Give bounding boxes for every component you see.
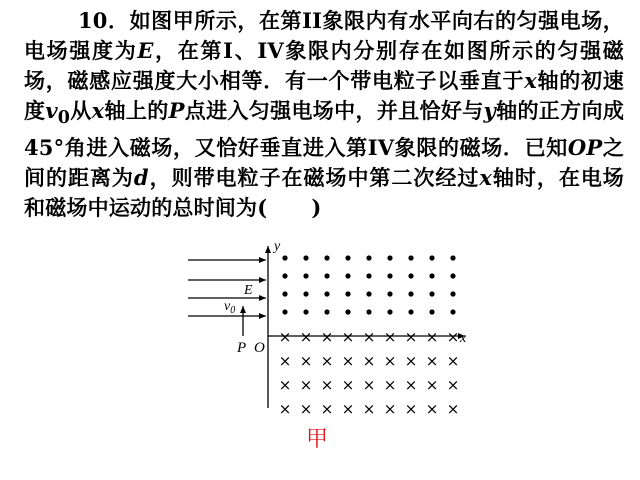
- field-dot: [408, 309, 413, 314]
- field-dot: [366, 273, 371, 278]
- symbol-v-subscript: 0: [57, 108, 71, 129]
- text-segment: 轴时，在电场和磁场中运动的总时间为: [24, 165, 624, 221]
- symbol-x: x: [479, 165, 493, 191]
- figure-caption: 甲: [306, 427, 329, 452]
- field-dot: [366, 255, 371, 260]
- field-cross: ×: [404, 400, 418, 418]
- field-cross: ×: [425, 376, 439, 394]
- text-segment: 轴上的: [104, 98, 169, 123]
- field-dot: [366, 309, 371, 314]
- field-cross: ×: [320, 376, 334, 394]
- field-dot: [324, 291, 329, 296]
- field-cross: ×: [404, 352, 418, 370]
- field-cross: ×: [383, 352, 397, 370]
- field-cross: ×: [341, 400, 355, 418]
- point-p-label: P: [237, 340, 247, 356]
- field-dot: [282, 309, 287, 314]
- problem-text: [24, 6, 624, 223]
- magnetic-field-out-dots: [282, 255, 455, 314]
- field-dot: [324, 255, 329, 260]
- text-segment: ，在第: [153, 38, 224, 63]
- field-dot: [345, 291, 350, 296]
- field-cross: ×: [299, 400, 313, 418]
- field-cross: ×: [299, 376, 313, 394]
- field-cross: ×: [383, 400, 397, 418]
- field-cross: ×: [446, 376, 460, 394]
- field-diagram: [180, 238, 480, 422]
- symbol-x: x: [91, 98, 105, 123]
- text-segment: 象限内分别存在如图所示的匀强磁场，磁感应强度大小相等．有一个带电粒子以垂直于: [24, 38, 624, 93]
- text-segment: 角进入磁场，又恰好垂直进入第: [64, 135, 368, 161]
- symbol-d: d: [133, 165, 149, 191]
- field-dot: [303, 309, 308, 314]
- field-cross: ×: [362, 376, 376, 394]
- field-cross: ×: [383, 328, 397, 346]
- field-dot: [450, 273, 455, 278]
- problem-paragraph: [24, 6, 624, 223]
- symbol-e: E: [137, 38, 154, 63]
- field-dot: [303, 273, 308, 278]
- field-dot: [324, 273, 329, 278]
- text-segment: 如图甲所示，在第: [129, 8, 303, 33]
- text-segment: 象限内有水平向右的匀强电场，电场强度为: [24, 8, 625, 63]
- problem-number: 10: [78, 8, 108, 33]
- field-cross: ×: [341, 376, 355, 394]
- v0-subscript: 0: [230, 305, 236, 316]
- y-axis-label: y: [274, 239, 281, 254]
- field-dot: [345, 273, 350, 278]
- field-cross: ×: [278, 376, 292, 394]
- field-dot: [387, 291, 392, 296]
- field-dot: [303, 255, 308, 260]
- field-cross: ×: [425, 400, 439, 418]
- text-segment: 之间的距离为: [24, 135, 624, 191]
- field-cross: ×: [383, 376, 397, 394]
- text-segment: 轴的正方向成: [495, 98, 625, 123]
- field-dot: [408, 291, 413, 296]
- v0-symbol: v: [224, 299, 231, 314]
- field-cross: ×: [362, 400, 376, 418]
- text-segment: 、: [233, 38, 258, 63]
- text-segment: 轴的初速度: [24, 68, 624, 123]
- field-dot: [345, 309, 350, 314]
- answer-paren-close: ): [311, 195, 322, 221]
- field-cross: ×: [341, 328, 355, 346]
- field-cross: ×: [320, 352, 334, 370]
- magnetic-field-in-crosses: [279, 328, 460, 418]
- field-cross: ×: [278, 400, 292, 418]
- field-dot: [429, 255, 434, 260]
- origin-label: O: [254, 340, 265, 356]
- field-dot: [387, 309, 392, 314]
- x-axis-label: x: [460, 331, 467, 346]
- field-dot: [387, 255, 392, 260]
- quadrant-i: I: [223, 38, 234, 63]
- symbol-v: v: [45, 98, 58, 123]
- number-separator: ．: [107, 8, 130, 33]
- answer-paren-open: (: [257, 195, 268, 221]
- field-cross: ×: [446, 328, 460, 346]
- field-dot: [429, 273, 434, 278]
- field-cross: ×: [278, 328, 292, 346]
- symbol-x: x: [524, 68, 537, 93]
- field-cross: ×: [362, 352, 376, 370]
- field-cross: ×: [404, 328, 418, 346]
- symbol-op: OP: [567, 135, 603, 161]
- field-cross: ×: [320, 328, 334, 346]
- field-cross: ×: [425, 352, 439, 370]
- field-cross: ×: [446, 352, 460, 370]
- quadrant-iv: IV: [257, 38, 284, 63]
- field-cross: ×: [299, 352, 313, 370]
- field-cross: ×: [320, 400, 334, 418]
- field-dot: [450, 255, 455, 260]
- symbol-y: y: [483, 98, 496, 123]
- field-dot: [345, 255, 350, 260]
- field-dot: [450, 291, 455, 296]
- field-dot: [282, 291, 287, 296]
- field-cross: ×: [404, 376, 418, 394]
- text-segment: 从: [70, 98, 92, 123]
- field-dot: [408, 273, 413, 278]
- field-cross: ×: [278, 352, 292, 370]
- field-dot: [408, 255, 413, 260]
- field-cross: ×: [341, 352, 355, 370]
- e-field-label: E: [244, 283, 253, 298]
- field-cross: ×: [425, 328, 439, 346]
- symbol-p: P: [168, 98, 185, 123]
- text-segment: ，则带电粒子在磁场中第二次经过: [148, 165, 480, 191]
- field-cross: ×: [362, 328, 376, 346]
- field-dot: [282, 273, 287, 278]
- field-dot: [387, 273, 392, 278]
- quadrant-ii: II: [302, 8, 323, 33]
- field-cross: ×: [299, 328, 313, 346]
- v0-label: [224, 299, 235, 316]
- field-dot: [429, 309, 434, 314]
- text-segment: 点进入匀强电场中，并且恰好与: [184, 98, 484, 123]
- field-cross: ×: [446, 400, 460, 418]
- angle-value: 45°: [24, 135, 65, 161]
- quadrant-iv: IV: [367, 135, 395, 161]
- field-dot: [303, 291, 308, 296]
- field-dot: [366, 291, 371, 296]
- field-dot: [282, 255, 287, 260]
- text-segment: 象限的磁场．已知: [394, 135, 568, 161]
- field-dot: [450, 309, 455, 314]
- field-dot: [429, 291, 434, 296]
- field-dot: [324, 309, 329, 314]
